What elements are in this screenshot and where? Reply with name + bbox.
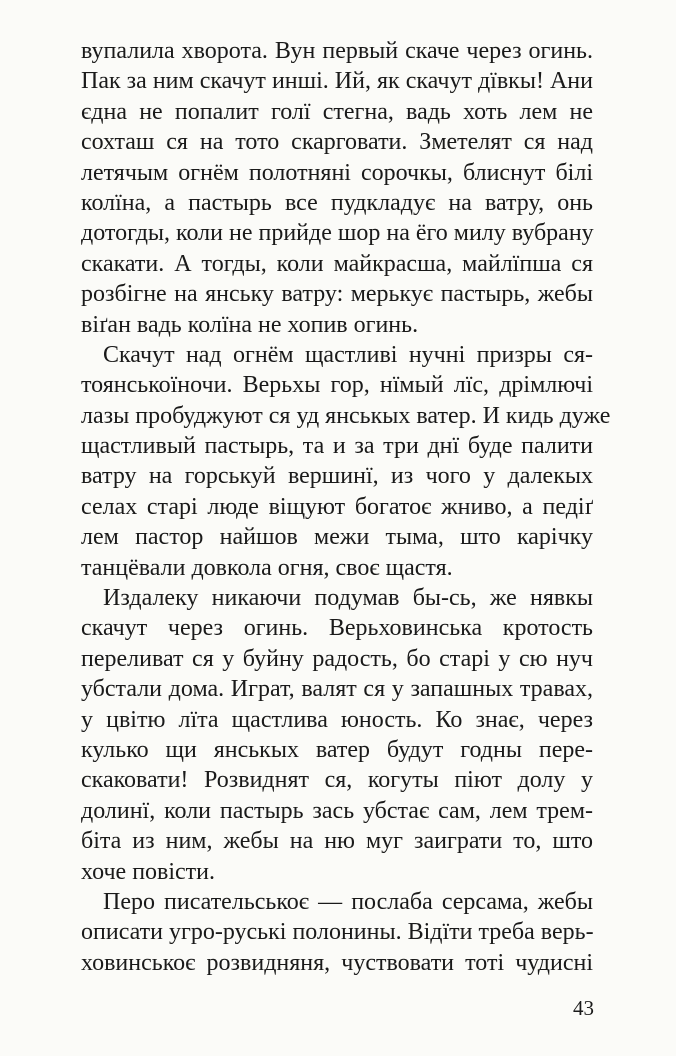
text-line: тоянськоїночи. Верьхы гор, нїмый лїс, дрімлючі	[81, 372, 593, 399]
text-line: скакати. А тогды, коли майкрасша, майлїпша ся	[81, 250, 593, 277]
text-line: у цвітю лїта щастлива юность. Ко знає, через	[81, 706, 593, 733]
text-line: танцёвали довкола огня, своє щастя.	[81, 554, 453, 581]
text-line: віґан вадь колїна не хопив огинь.	[81, 311, 419, 338]
text-line: дотогды, коли не прийде шор на ёго милу вубрану	[81, 220, 594, 247]
text-line: розбігне на янську ватру: мерькує пастырь, жебы	[81, 281, 593, 308]
text-line: ховинськоє розвидняня, чуствовати тоті чудисні	[81, 949, 593, 976]
paragraph-4	[81, 887, 593, 978]
page-text	[81, 36, 611, 978]
text-line: переливат ся у буйну радость, бо старі у сю нуч	[81, 645, 593, 672]
text-line: Скачут над огнём щастливі нучні призры ся-	[103, 341, 593, 368]
text-line: єдна не попалит голї стегна, вадь хоть лем не	[81, 98, 593, 125]
text-line: кулько щи янськых ватер будут годны пере-	[81, 736, 593, 763]
text-line: Пак за ним скачут инші. Ий, як скачут дївкы! Ани	[81, 68, 593, 95]
text-line: вупалила хворота. Вун первый скаче через огинь.	[81, 38, 593, 64]
paragraph-1	[81, 36, 593, 340]
text-line: щастливый пастырь, та и за три днї буде палити	[81, 433, 593, 460]
text-line: Издалеку никаючи подумав бы-сь, же нявкы	[103, 585, 593, 612]
text-line: лем пастор найшов межи тыма, што карічку	[81, 524, 593, 551]
text-line: убстали дома. Играт, валят ся у запашных травах,	[81, 676, 593, 703]
text-line: описати угро-руські полонины. Відїти треба верь-	[81, 919, 594, 946]
text-line: скачут через огинь. Верьховинська кротость	[81, 615, 593, 642]
paragraph-2	[81, 340, 611, 583]
text-line: хоче повісти.	[81, 858, 216, 885]
text-line: скаковати! Розвиднят ся, когуты піют долу у	[81, 767, 593, 794]
text-line: Перо писательськоє — послаба серсама, жебы	[103, 888, 593, 915]
text-line: колїна, а пастырь все пудкладує на ватру, онь	[81, 189, 593, 216]
text-line: летячым огнём полотняні сорочкы, блиснут білі	[81, 159, 593, 186]
text-line: лазы пробуджуют ся уд янськых ватер. И кидь дуже	[81, 402, 611, 429]
text-line: сохташ ся на тото скарговати. Зметелят ся над	[81, 129, 593, 156]
text-line: ватру на горськуй вершинї, из чого у далекых	[81, 463, 593, 490]
text-line: долинї, коли пастырь зась убстає сам, лем трем-	[81, 797, 593, 824]
text-line: біта из ним, жебы на ню муг заиграти то, што	[81, 828, 593, 855]
text-line: селах старі люде віщуют богатоє жниво, а педіґ	[81, 493, 593, 520]
paragraph-3	[81, 583, 593, 887]
page-number: 43	[573, 996, 594, 1020]
